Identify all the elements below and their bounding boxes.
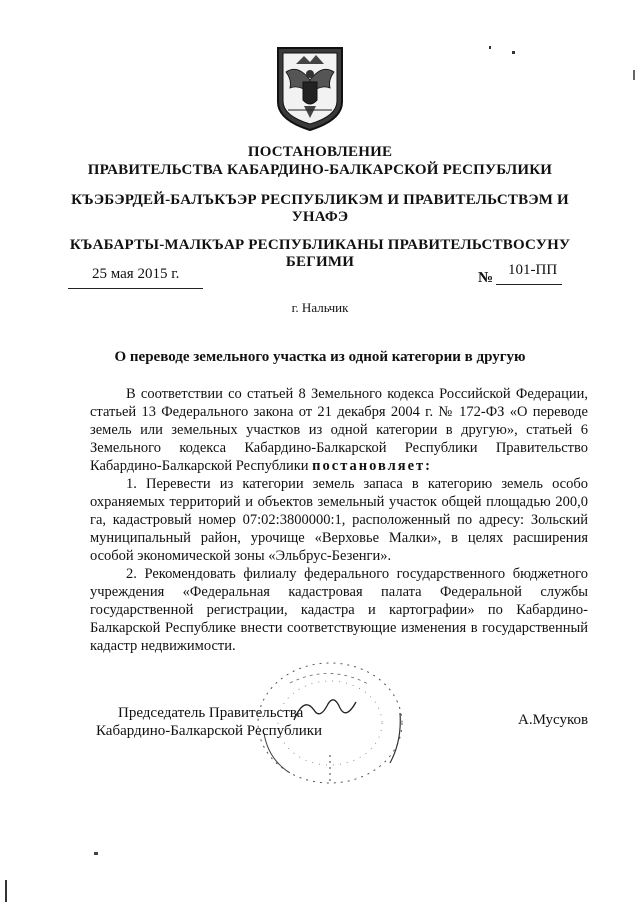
item-1: 1. Перевести из категории земель запаса в категорию земель особо охраняемых территорий и объектов земельный участок общей площадью 200,0 га, кадастровый номер 07:02:3800000:1, расположенный по адресу: Зольский муниципальный район, урочище «Верховье Малки», в целях расширения особой экономической зоны «Эльбрус-Безенги». bbox=[90, 476, 588, 564]
doc-type-title: ПОСТАНОВЛЕНИЕ bbox=[247, 144, 393, 160]
balkar-title-line1: КЪАБАРТЫ-МАЛКЪАР РЕСПУБЛИКАНЫ ПРАВИТЕЛЬСТВОСУНУ bbox=[69, 237, 571, 253]
resolves-word: постановляет: bbox=[312, 458, 432, 474]
document-date: 25 мая 2015 г. bbox=[92, 266, 180, 282]
item-2: 2. Рекомендовать филиалу федерального государственного бюджетного учреждения «Федеральная кадастровая палата Федеральной службы государственной регистрации, кадастра и картографии» по Кабардино-Балкарской Республике внести соответствующие изменения в государственный кадастр недвижимости. bbox=[90, 566, 588, 654]
signatory-name: А.Мусуков bbox=[518, 712, 589, 728]
handwritten-signature bbox=[290, 690, 360, 730]
document-heading: О переводе земельного участка из одной категории в другую bbox=[114, 349, 526, 365]
government-title: ПРАВИТЕЛЬСТВА КАБАРДИНО-БАЛКАРСКОЙ РЕСПУБЛИКИ bbox=[87, 162, 553, 178]
kabardian-title-line2: УНАФЭ bbox=[291, 209, 349, 225]
document-number: 101-ПП bbox=[508, 262, 558, 278]
signatory-title-line1: Председатель Правительства bbox=[118, 705, 304, 721]
balkar-title-line2: БЕГИМИ bbox=[285, 254, 355, 270]
coat-of-arms-emblem bbox=[272, 44, 348, 132]
scan-mark bbox=[512, 51, 515, 54]
preamble-paragraph bbox=[90, 385, 588, 475]
scan-mark bbox=[94, 852, 98, 855]
document-body bbox=[90, 385, 588, 655]
scan-mark bbox=[489, 46, 491, 49]
signatory-title-line2: Кабардино-Балкарской Республики bbox=[96, 723, 323, 739]
number-label: № bbox=[478, 270, 494, 286]
scan-edge-line bbox=[5, 880, 7, 902]
preamble-text: В соответствии со статьей 8 Земельного кодекса Российской Федерации, статьей 13 Федерального закона от 21 декабря 2004 г. № 172-ФЗ «О переводе земель или земельных участков из одной категории в другую», статьей 6 Земельного кодекса Кабардино-Балкарской Республики Правительство Кабардино-Балкарской Республики bbox=[90, 386, 588, 474]
scan-edge-mark bbox=[633, 70, 635, 80]
number-underline bbox=[496, 284, 562, 285]
city: г. Нальчик bbox=[291, 300, 349, 315]
kabardian-title-line1: КЪЭБЭРДЕЙ-БАЛЪКЪЭР РЕСПУБЛИКЭМ И ПРАВИТЕЛЬСТВЭМ И bbox=[71, 192, 569, 208]
date-underline bbox=[68, 288, 203, 289]
